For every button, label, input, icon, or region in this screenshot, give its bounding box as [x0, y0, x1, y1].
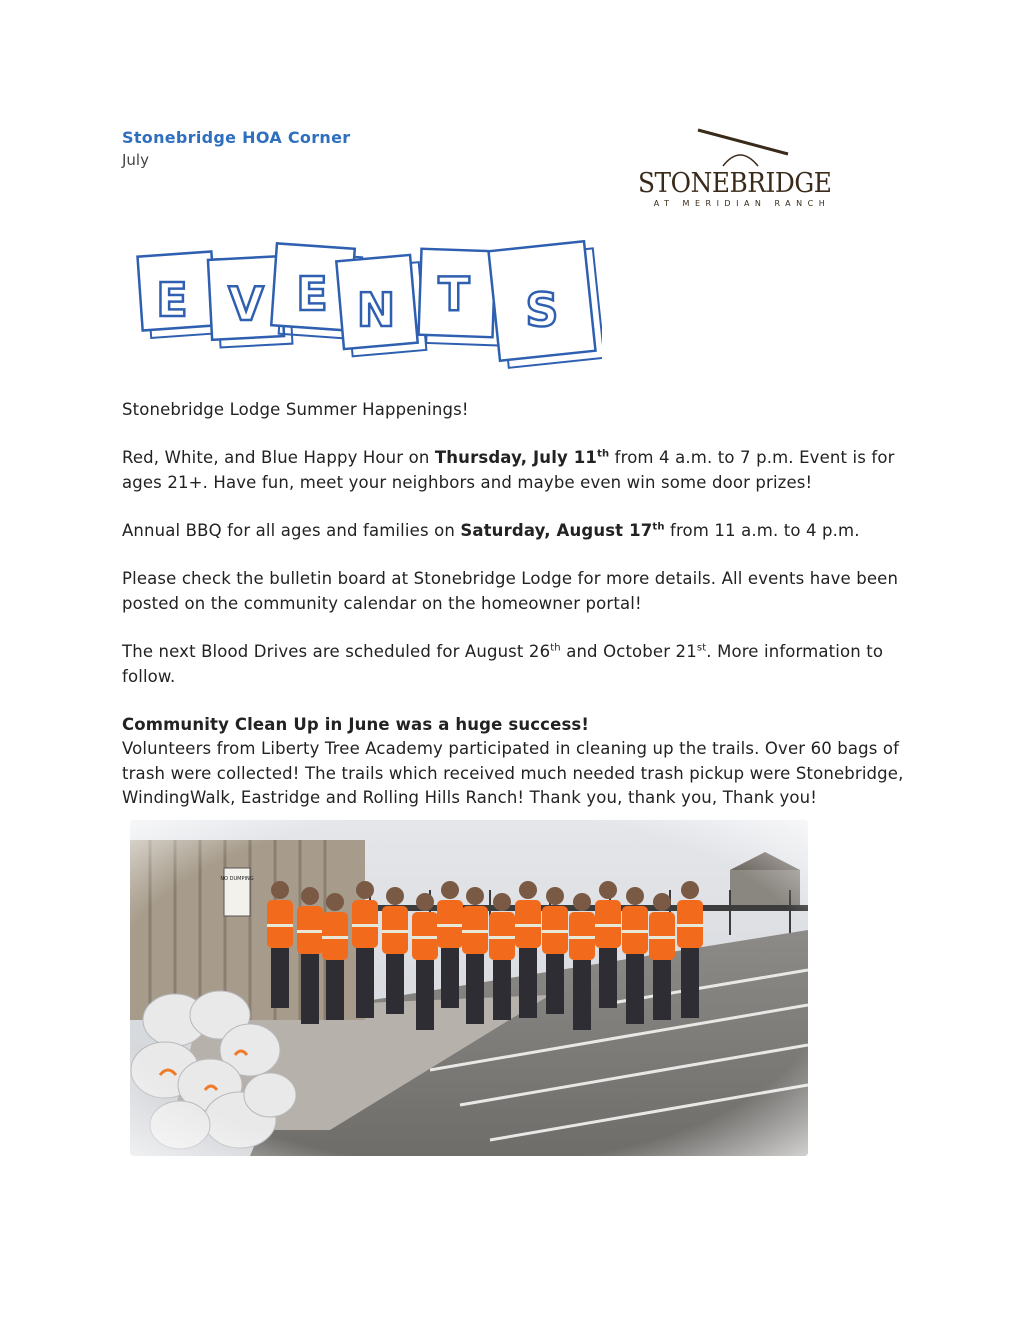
events-letter: S	[525, 283, 559, 337]
events-graphic	[132, 228, 602, 376]
events-letter: N	[356, 283, 396, 337]
cleanup-volunteers-photo	[130, 820, 808, 1156]
events-letter: E	[296, 267, 328, 321]
column-title: Stonebridge HOA Corner	[122, 128, 351, 147]
stonebridge-logo	[628, 126, 858, 218]
happy-hour-paragraph: Red, White, and Blue Happy Hour on Thursday, July 11th from 4 a.m. to 7 p.m. Event is for ages 21+. Have fun, meet your neighbors and maybe even win some door prizes!	[122, 448, 895, 492]
events-letter: V	[228, 277, 264, 331]
blood-drive-paragraph: The next Blood Drives are scheduled for August 26th and October 21st. More information to follow.	[122, 642, 884, 686]
events-letter: T	[438, 267, 470, 321]
logo-wordmark: STONEBRIDGE	[638, 168, 832, 199]
bbq-paragraph: Annual BBQ for all ages and families on Saturday, August 17th from 11 a.m. to 4 p.m.	[122, 521, 860, 540]
bulletin-paragraph: Please check the bulletin board at Stonebridge Lodge for more details. All events have been posted on the community calendar on the homeowner portal!	[122, 569, 899, 613]
logo-tagline: AT MERIDIAN RANCH	[653, 199, 831, 208]
cleanup-heading: Community Clean Up in June was a huge success!	[122, 715, 590, 734]
events-letter: E	[156, 273, 188, 327]
bbq-date: Saturday, August 17	[460, 521, 653, 540]
cleanup-paragraph: Volunteers from Liberty Tree Academy participated in cleaning up the trails. Over 60 bags of trash were collected! The trails which received much needed trash pickup were Stonebridge, WindingWalk, Eastridge and Rolling Hills Ranch! Thank you, thank you, Thank you!	[122, 739, 904, 807]
intro-line: Stonebridge Lodge Summer Happenings!	[122, 400, 469, 419]
happy-hour-date: Thursday, July 11	[434, 448, 598, 467]
column-month: July	[122, 151, 149, 169]
